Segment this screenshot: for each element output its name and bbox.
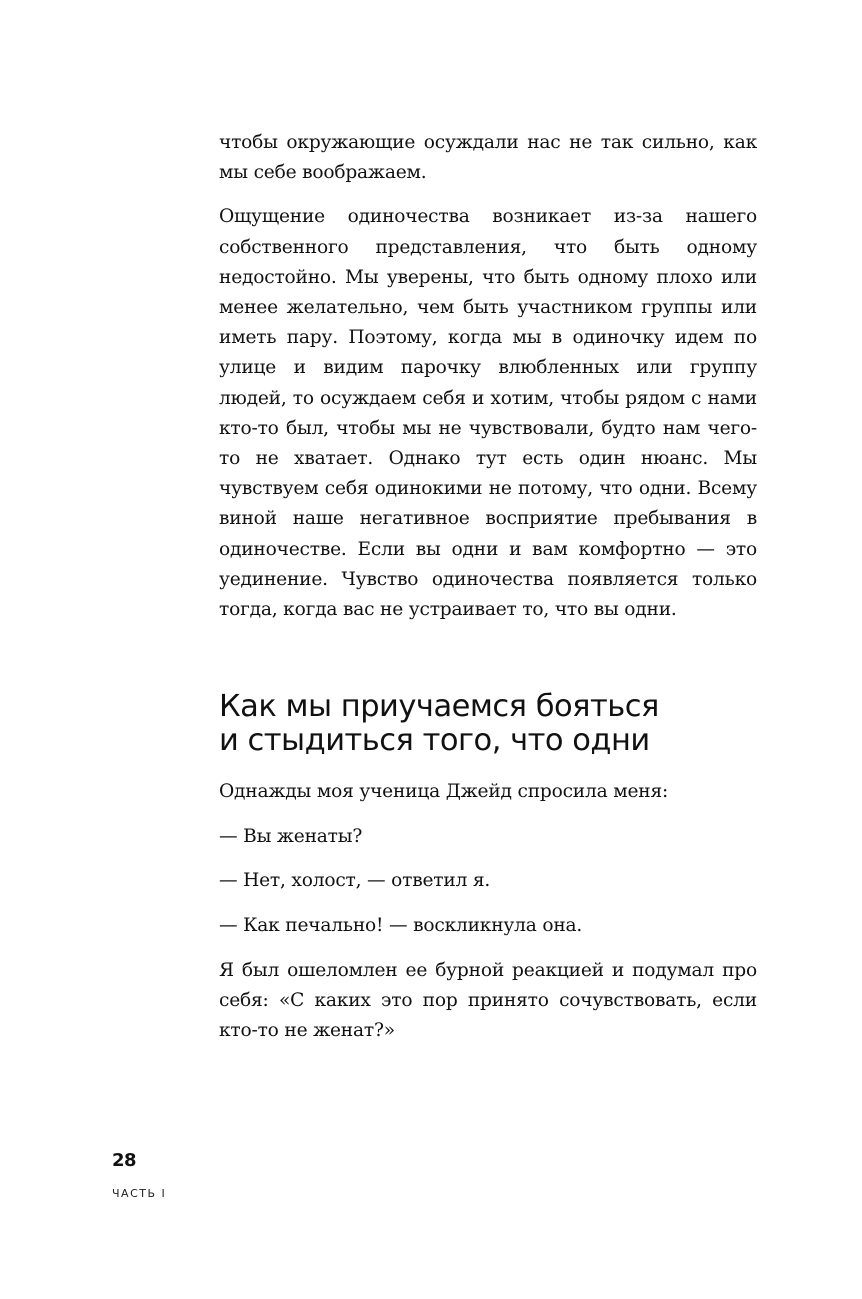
text-block-bottom [219, 777, 757, 1046]
paragraph: Я был ошеломлен ее бурной реакцией и подумал про себя: «С каких это пор принято сочувствовать, если кто-то не женат?» [219, 959, 757, 1042]
dialogue-line: — Нет, холост, — ответил я. [219, 870, 491, 892]
running-footer-section: ЧАСТЬ I [112, 1187, 167, 1200]
section-heading-line: Как мы приучаемся бояться [219, 689, 659, 724]
dialogue-line: — Как печально! — воскликнула она. [219, 915, 583, 937]
page-number: 28 [112, 1150, 137, 1171]
paragraph: Однажды моя ученица Джейд спросила меня: [219, 781, 669, 802]
section-heading-line: и стыдиться того, что одни [219, 723, 650, 758]
section-heading [219, 690, 779, 758]
paragraph: чтобы окружающие осуждали нас не так сильно, как мы себе воображаем. [219, 132, 757, 184]
paragraph: Ощущение одиночества возникает из-за нашего собственного представления, что быть одному недостойно. Мы уверены, что быть одному плохо или менее желательно, чем быть участником группы или иметь пару. Поэтому, когда мы в одиночку идем по улице и видим парочку влюбленных или группу людей, то осуждаем себя и хотим, чтобы рядом с нами кто-то был, чтобы мы не чувствовали, будто нам чего-то не хватает. Однако тут есть один нюанс. Мы чувствуем себя одинокими не потому, что одни. Всему виной наше негативное восприятие пребывания в одиночестве. Если вы одни и вам комфортно — это уединение. Чувство одиночества появляется только тогда, когда вас не устраивает то, что вы одни. [219, 206, 757, 621]
text-block-top [219, 128, 757, 625]
dialogue-line: — Вы женаты? [219, 825, 363, 847]
